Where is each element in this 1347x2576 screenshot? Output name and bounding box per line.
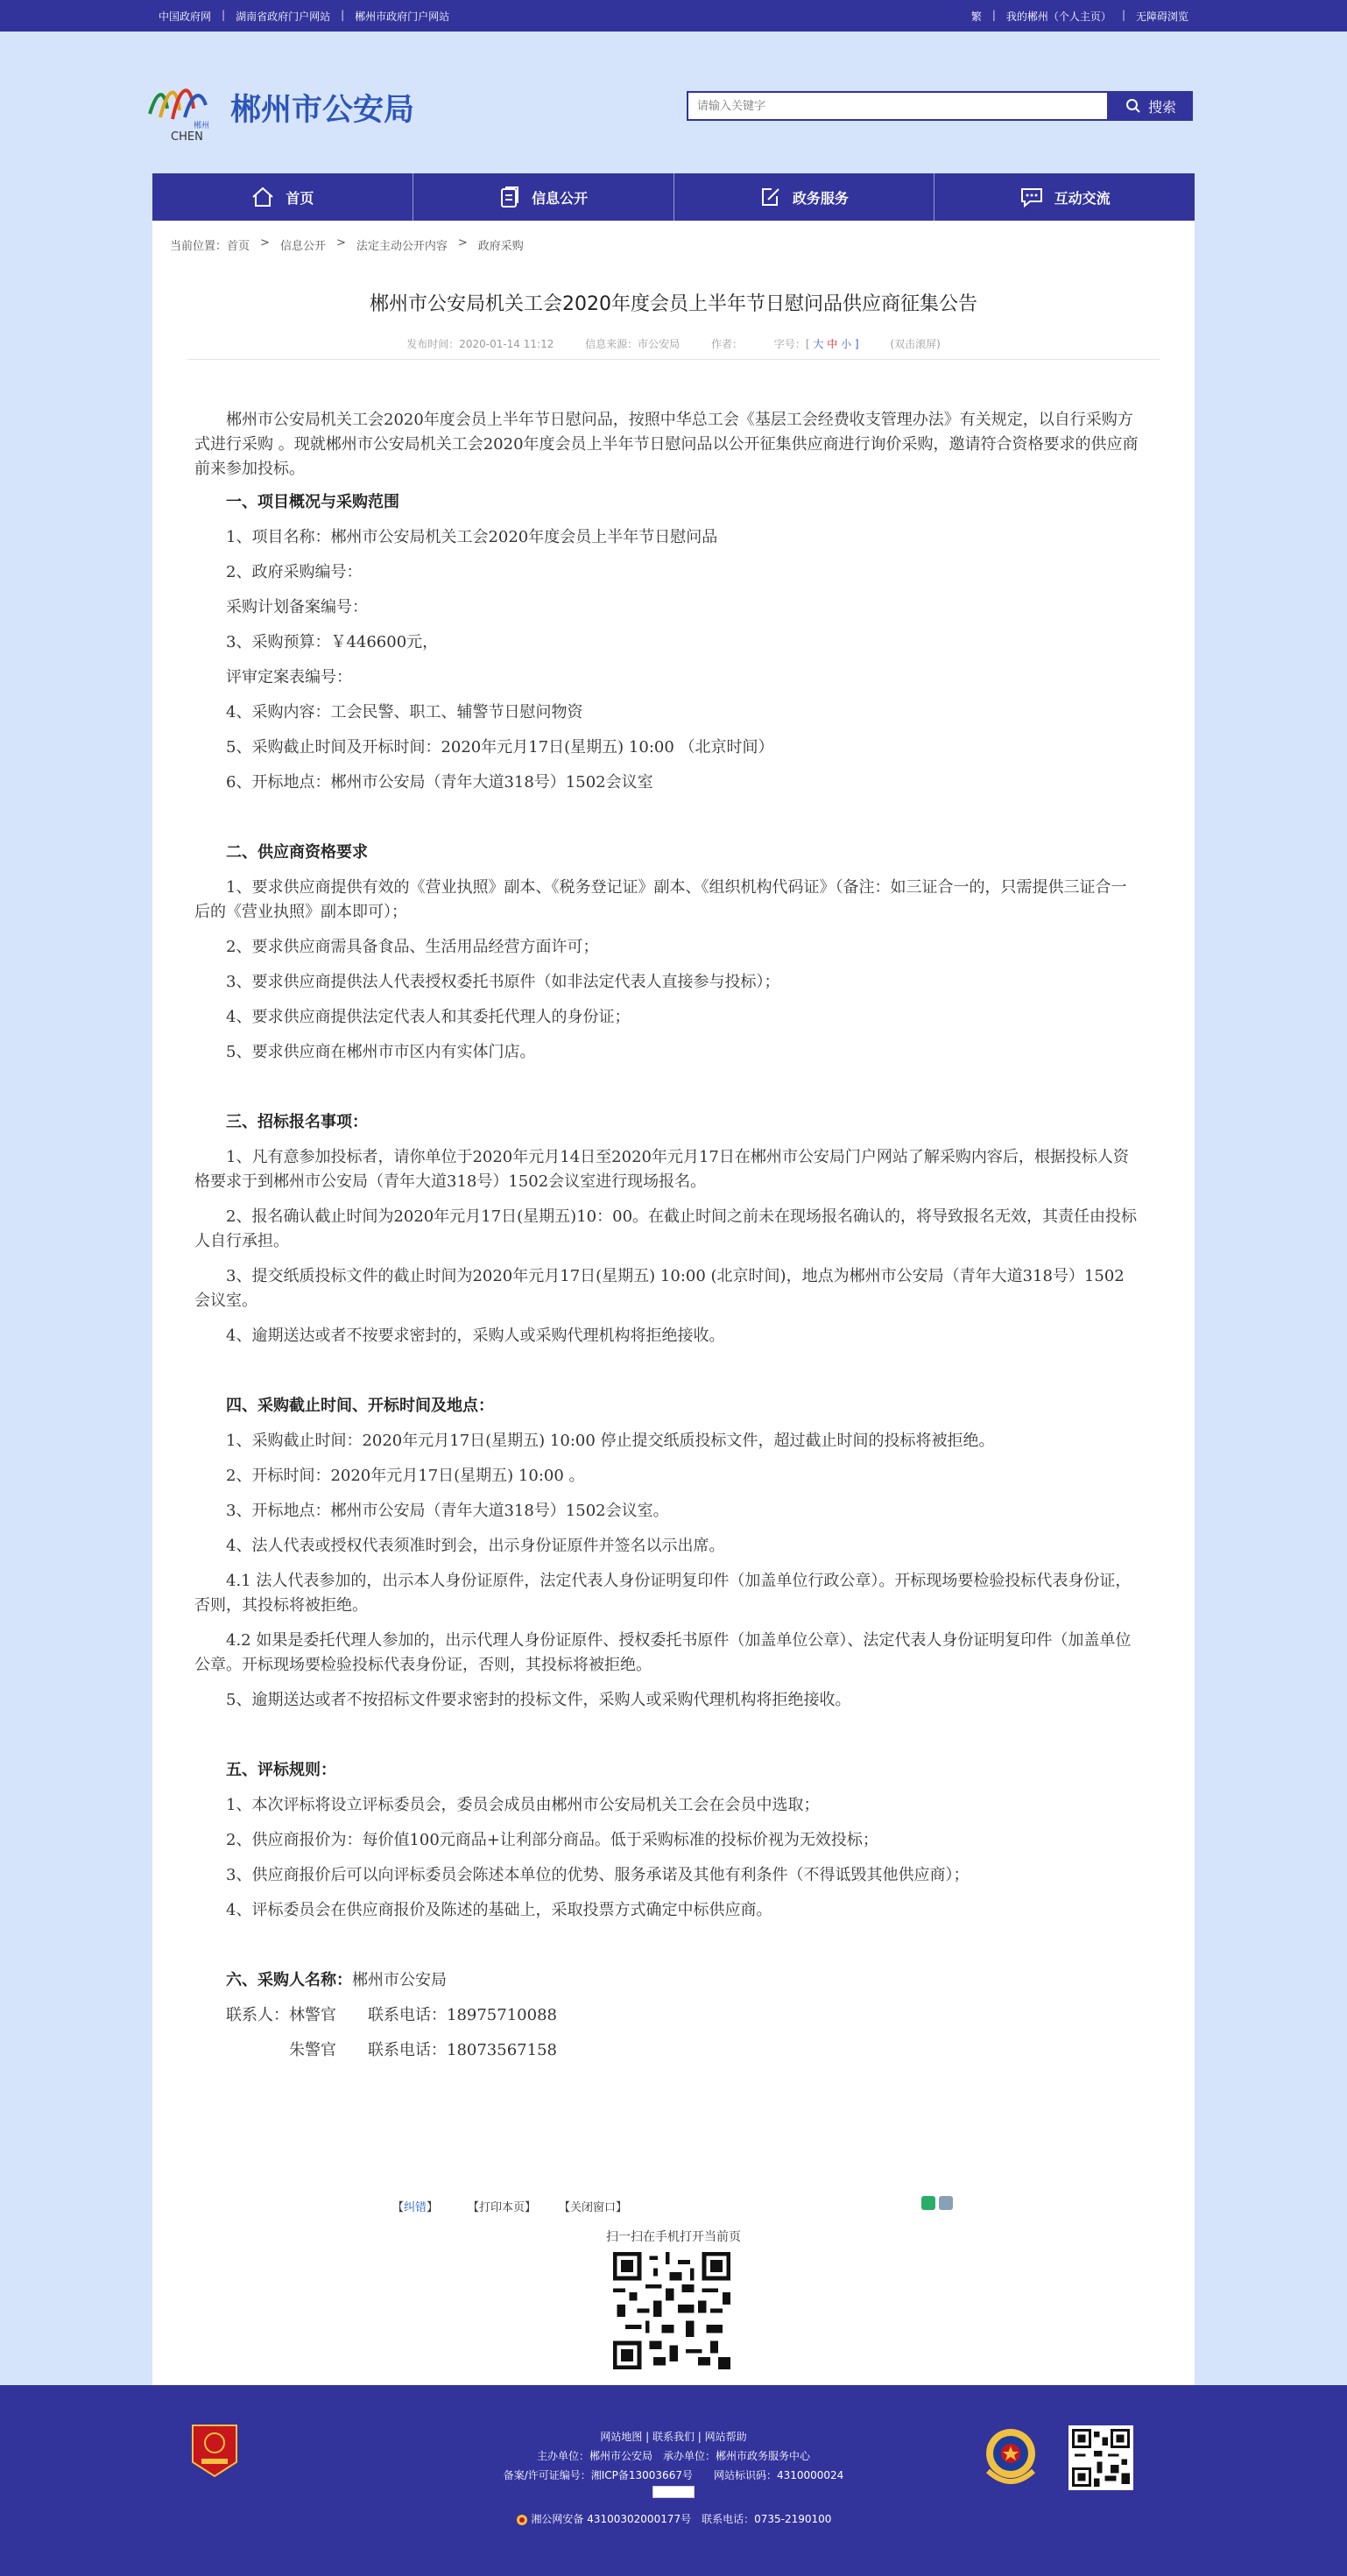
bracket-close: 】 <box>427 2201 439 2214</box>
nav-item-interact[interactable] <box>934 173 1195 221</box>
share-buttons <box>918 2196 953 2210</box>
search-button[interactable] <box>1109 91 1193 121</box>
separator: | <box>1121 9 1125 21</box>
footer <box>0 2385 1347 2576</box>
paragraph: 评审定案表编号： <box>194 668 352 686</box>
correction-link[interactable] <box>392 2198 438 2214</box>
top-bar <box>0 0 1347 32</box>
footer-cpp-row <box>0 2485 1347 2498</box>
paragraph: 4、法人代表或授权代表须准时到会，出示身份证原件并签名以示出席。 <box>194 1537 725 1555</box>
font-size-control <box>774 338 859 350</box>
paragraph: 6、开标地点：郴州市公安局（青年大道318号）1502会议室 <box>194 773 653 792</box>
font-size-end: ] <box>854 338 859 350</box>
home-icon <box>250 186 275 208</box>
paragraph: 1、凡有意参加投标者，请你单位于2020年元月14日至2020年元月17日在郴州市公安局门户网站了解采购内容后，根据投标人资格要求于到郴州市公安局（青年大道318号）1502会议室进行现场报名。 <box>194 1148 1129 1191</box>
footer-icp: 备案/许可证编号：湘ICP备13003667号 网站标识码：4310000024 <box>503 2469 844 2481</box>
paragraph: 5、逾期送达或者不按招标文件要求密封的投标文件，采购人或采购代理机构将拒绝接收。 <box>194 1691 851 1709</box>
breadcrumb-home[interactable]: 首页 <box>227 240 250 253</box>
purchaser-name: 郴州市公安局 <box>352 1971 447 1989</box>
site-title: 郴州市公安局 <box>230 93 415 128</box>
publish-time: 发布时间：2020-01-14 11:12 <box>406 338 554 350</box>
chat-icon <box>1019 186 1044 208</box>
paragraph: 4、采购内容：工会民警、职工、辅警节日慰问物资 <box>194 703 583 721</box>
font-large-button[interactable]: 大 <box>813 338 824 350</box>
breadcrumb-separator: > <box>457 236 468 250</box>
article-title: 郴州市公安局机关工会2020年度会员上半年节日慰问品供应商征集公告 <box>370 293 977 315</box>
nav-label: 首页 <box>286 189 314 207</box>
font-small-button[interactable]: 小 <box>841 338 852 350</box>
paragraph: 2、要求供应商需具备食品、生活用品经营方面许可； <box>194 938 599 956</box>
breadcrumb-procurement[interactable]: 政府采购 <box>477 240 524 253</box>
nav-item-info[interactable] <box>413 173 674 221</box>
separator: | <box>222 9 226 21</box>
footer-police: 湘公网安备 43100302000177号 联系电话：0735-2190100 <box>531 2513 832 2525</box>
footer-police-row <box>0 2511 1347 2526</box>
chen-logo-icon <box>145 74 218 144</box>
cpp-badge-icon[interactable] <box>652 2486 695 2498</box>
section-heading: 二、供应商资格要求 <box>194 843 368 862</box>
separator: | <box>991 9 996 21</box>
breadcrumb <box>170 236 524 253</box>
top-links-right <box>971 9 1188 24</box>
paragraph: 2、供应商报价为：每价值100元商品+让利部分商品。低于采购标准的投标价视为无效投标； <box>194 1831 878 1849</box>
search-button-label: 搜索 <box>1147 98 1176 116</box>
paragraph: 5、采购截止时间及开标时间：2020年元月17日(星期五) 10:00 （北京时间） <box>194 738 774 757</box>
author: 作者： <box>711 338 744 350</box>
paragraph: 4、逾期送达或者不按要求密封的，采购人或采购代理机构将拒绝接收。 <box>194 1327 725 1345</box>
paragraph: 2、政府采购编号： <box>194 563 363 581</box>
footer-sponsor: 主办单位：郴州市公安局 承办单位：郴州市政务服务中心 <box>536 2450 810 2462</box>
paragraph: 5、要求供应商在郴州市市区内有实体门店。 <box>194 1043 536 1061</box>
paragraph: 1、采购截止时间：2020年元月17日(星期五) 10:00 停止提交纸质投标文件，超过截止时间的投标将被拒绝。 <box>194 1432 995 1450</box>
paragraph: 1、项目名称：郴州市公安局机关工会2020年度会员上半年节日慰问品 <box>194 528 718 546</box>
site-logo[interactable] <box>145 74 434 144</box>
link-accessibility[interactable]: 无障碍浏览 <box>1135 11 1188 23</box>
close-window-button[interactable]: 【关闭窗口】 <box>559 2201 628 2214</box>
paragraph: 3、供应商报价后可以向评标委员会陈述本单位的优势、服务承诺及其他有利条件（不得诋毁其他供应商）； <box>194 1866 970 1884</box>
link-traditional[interactable]: 繁 <box>970 11 982 23</box>
breadcrumb-statutory[interactable]: 法定主动公开内容 <box>356 240 448 253</box>
edit-icon <box>759 186 782 208</box>
print-button[interactable]: 【打印本页】 <box>468 2201 537 2214</box>
paragraph: 1、要求供应商提供有效的《营业执照》副本、《税务登记证》副本、《组织机构代码证》（备注：如三证合一的，只需提供三证合一后的《营业执照》副本即可）； <box>194 878 1127 921</box>
nav-label: 信息公开 <box>532 189 589 207</box>
search-box <box>687 91 1193 121</box>
bracket-open: 【 <box>392 2201 405 2214</box>
paragraph: 4、评标委员会在供应商报价及陈述的基础上，采取投票方式确定中标供应商。 <box>194 1901 772 1919</box>
breadcrumb-label: 当前位置： <box>170 240 228 253</box>
link-my-chenzhou[interactable]: 我的郴州（个人主页） <box>1005 11 1111 23</box>
weibo-share-icon[interactable] <box>939 2196 953 2210</box>
info-source: 信息来源：市公安局 <box>585 338 681 350</box>
paragraph: 3、提交纸质投标文件的截止时间为2020年元月17日(星期五) 10:00 (北京时间)，地点为郴州市公安局（青年大道318号）1502会议室。 <box>194 1267 1125 1310</box>
contact-line: 朱警官 联系电话：18073567158 <box>194 2041 557 2059</box>
section-heading: 四、采购截止时间、开标时间及地点： <box>194 1397 494 1415</box>
paragraph: 4.1 法人代表参加的，出示本人身份证原件，法定代表人身份证明复印件（加盖单位行政公章）。开标现场要检验投标代表身份证，否则，其投标将被拒绝。 <box>194 1572 1132 1615</box>
purchaser-label: 六、采购人名称： <box>194 1971 352 1989</box>
link-gov-cn[interactable]: 中国政府网 <box>159 11 212 23</box>
paragraph: 3、要求供应商提供法人代表授权委托书原件（如非法定代表人直接参与投标）； <box>194 973 780 991</box>
link-chenzhou-gov[interactable]: 郴州市政府门户网站 <box>355 11 450 23</box>
paragraph: 3、采购预算：￥446600元， <box>194 633 439 651</box>
link-hunan-gov[interactable]: 湖南省政府门户网站 <box>236 11 331 23</box>
search-input[interactable] <box>687 91 1109 121</box>
main-nav <box>152 173 1195 221</box>
nav-label: 政务服务 <box>792 189 849 207</box>
wechat-share-icon[interactable] <box>921 2196 935 2210</box>
section-heading: 三、招标报名事项： <box>194 1113 368 1131</box>
correction-label: 纠错 <box>404 2201 427 2214</box>
article-meta <box>152 336 1195 351</box>
content-panel <box>152 221 1195 2385</box>
paragraph: 4.2 如果是委托代理人参加的，出示代理人身份证原件、授权委托书原件（加盖单位公章）、法定代表人身份证明复印件（加盖单位公章。开标现场要检验投标代表身份证，否则，其投标将被拒绝。 <box>194 1631 1132 1674</box>
document-icon <box>498 185 521 209</box>
top-links-left <box>159 9 449 24</box>
logo-city-text: 郴州 <box>194 122 210 130</box>
police-badge-icon <box>516 2514 528 2526</box>
header <box>0 32 1347 173</box>
section-heading: 一、项目概况与采购范围 <box>194 493 399 511</box>
separator: | <box>341 9 345 21</box>
nav-item-home[interactable] <box>152 173 413 221</box>
breadcrumb-separator: > <box>335 236 346 250</box>
breadcrumb-info[interactable]: 信息公开 <box>279 240 326 253</box>
paragraph: 3、开标地点：郴州市公安局（青年大道318号）1502会议室。 <box>194 1502 669 1520</box>
police-emblem-icon <box>976 2422 1046 2492</box>
search-icon <box>1125 98 1141 114</box>
section-heading: 五、评标规则： <box>194 1761 336 1779</box>
font-medium-button[interactable]: 中 <box>827 338 838 350</box>
article-tools <box>392 2192 953 2219</box>
nav-item-service[interactable] <box>674 173 935 221</box>
paragraph: 2、开标时间：2020年元月17日(星期五) 10:00 。 <box>194 1467 585 1485</box>
font-size-label: 字号：[ <box>773 338 810 350</box>
paragraph: 采购计划备案编号： <box>194 598 368 616</box>
paragraph: 1、本次评标将设立评标委员会，委员会成员由郴州市公安局机关工会在会员中选取； <box>194 1796 820 1814</box>
purchaser-row <box>194 1968 447 1993</box>
nav-label: 互动交流 <box>1054 189 1111 207</box>
paragraph: 4、要求供应商提供法定代表人和其委托代理人的身份证； <box>194 1008 631 1026</box>
dblclick-scroll: (双击滚屏) <box>890 338 941 350</box>
footer-qr-code-icon <box>1068 2425 1133 2490</box>
footer-links[interactable]: 网站地图 | 联系我们 | 网站帮助 <box>600 2431 747 2443</box>
breadcrumb-separator: > <box>260 236 270 250</box>
contact-line: 联系人：林警官 联系电话：18975710088 <box>194 2006 557 2024</box>
logo-letters-text: CHEN <box>171 130 203 144</box>
qr-code-icon <box>613 2252 730 2369</box>
divider <box>187 359 1160 360</box>
qr-tip: 扫一扫在手机打开当前页 <box>606 2230 741 2244</box>
paragraph: 2、报名确认截止时间为2020年元月17日(星期五)10：00。在截止时间之前未在现场报名确认的，将导致报名无效，其责任由投标人自行承担。 <box>194 1207 1138 1250</box>
paragraph: 郴州市公安局机关工会2020年度会员上半年节日慰问品，按照中华总工会《基层工会经费收支管理办法》有关规定，以自行采购方式进行采购 。现就郴州市公安局机关工会2020年度会员上半年节日慰问品以公开征集供应商进行询价采购，邀请符合资格要求的供应商前来参加投标。 <box>194 411 1139 478</box>
